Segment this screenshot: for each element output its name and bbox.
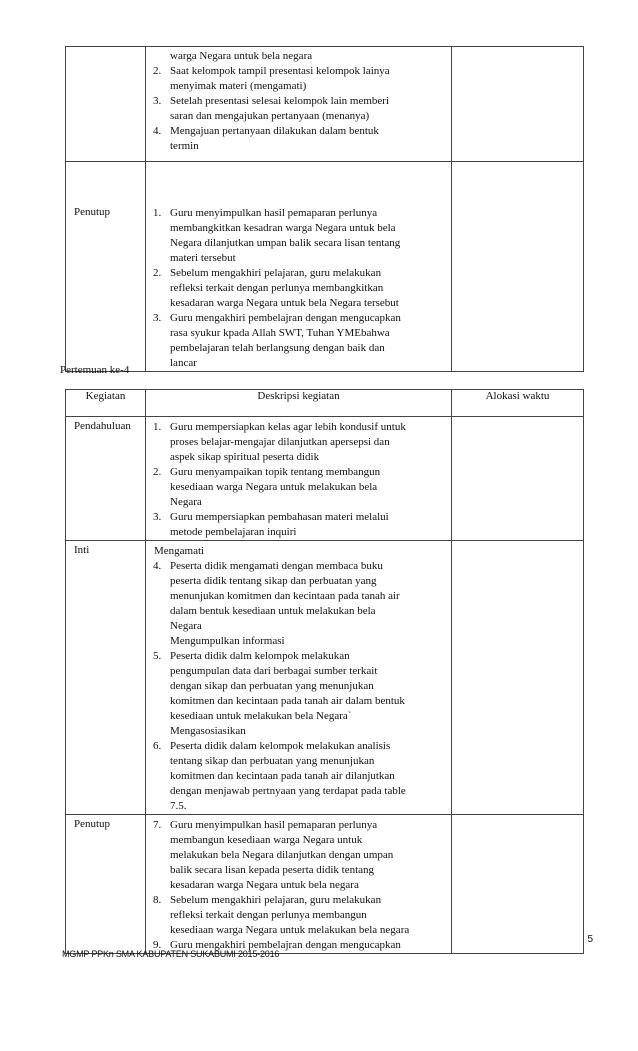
item-text-line: balik secara lisan kepada peserta didik tentang xyxy=(170,864,375,876)
phase-label: Inti xyxy=(66,541,146,815)
list-item xyxy=(146,266,451,311)
item-text-line: menyimak materi (mengamati) xyxy=(170,80,307,92)
item-number: 1. xyxy=(153,421,162,433)
item-number: 5. xyxy=(153,650,162,662)
list-item xyxy=(146,206,451,266)
subheading: Mengamati xyxy=(154,545,205,557)
list-item xyxy=(146,64,451,94)
time-cell xyxy=(452,815,584,954)
item-text-line: pembelajaran telah berlangsung dengan baik dan xyxy=(170,342,385,354)
table-row xyxy=(66,815,584,954)
item-text-line: Peserta didik dalam kelompok melakukan analisis xyxy=(170,740,391,752)
description-cell xyxy=(146,541,452,815)
item-number: 2. xyxy=(153,466,162,478)
table-row xyxy=(66,47,584,162)
step-list xyxy=(146,49,451,154)
item-number: 9. xyxy=(153,939,162,951)
item-text-line: membangun kesediaan warga Negara untuk xyxy=(170,834,363,846)
phase-label: Penutup xyxy=(66,162,146,372)
subheading: Mengumpulkan informasi xyxy=(170,635,285,647)
item-text-line: peserta didik tentang sikap dan perbuatan yang xyxy=(170,575,377,587)
item-text-line: refleksi terkait dengan perlunya membangun xyxy=(170,909,367,921)
list-item xyxy=(146,49,451,64)
time-cell xyxy=(452,47,584,162)
list-item xyxy=(146,124,451,154)
table-row xyxy=(66,541,584,815)
item-text-line: komitmen dan kecintaan pada tanah air dilanjutkan xyxy=(170,770,395,782)
phase-label: Pendahuluan xyxy=(66,417,146,541)
item-text-line: dalam bentuk kesediaan untuk melakukan bela xyxy=(170,605,376,617)
table-row xyxy=(66,417,584,541)
item-text-line: Guru menyimpulkan hasil pemaparan perlunya xyxy=(170,207,378,219)
item-number: 7. xyxy=(153,819,162,831)
item-text-line: Guru menyampaikan topik tentang membangun xyxy=(170,466,381,478)
description-cell xyxy=(146,815,452,954)
item-number: 3. xyxy=(153,511,162,523)
item-text-line: termin xyxy=(170,140,199,152)
item-text-line: Peserta didik dalm kelompok melakukan xyxy=(170,650,350,662)
item-text-line: warga Negara untuk bela negara xyxy=(170,50,313,62)
item-number: 6. xyxy=(153,740,162,752)
item-text-line: Guru mengakhiri pembelajran dengan mengucapkan xyxy=(170,312,401,324)
item-text-line: rasa syukur kpada Allah SWT, Tuhan YMEbahwa xyxy=(170,327,390,339)
item-number: 8. xyxy=(153,894,162,906)
item-text-line: melakukan bela Negara dilanjutkan dengan umpan xyxy=(170,849,394,861)
list-item xyxy=(146,559,451,634)
item-text-line: Guru menyimpulkan hasil pemaparan perlunya xyxy=(170,819,378,831)
item-number: 1. xyxy=(153,207,162,219)
lesson-table-meeting-4 xyxy=(65,389,584,954)
description-cell xyxy=(146,162,452,372)
header-alokasi: Alokasi waktu xyxy=(452,390,584,417)
step-list xyxy=(146,420,451,540)
item-text-line: Mengajuan pertanyaan dilakukan dalam bentuk xyxy=(170,125,379,137)
item-text-line: Sebelum mengakhiri pelajaran, guru melakukan xyxy=(170,894,382,906)
header-deskripsi: Deskripsi kegiatan xyxy=(146,390,452,417)
item-text-line: aspek sikap spiritual peserta didik xyxy=(170,451,320,463)
item-text-line: proses belajar-mengajar dilanjutkan apersepsi dan xyxy=(170,436,390,448)
item-text-line: Setelah presentasi selesai kelompok lain memberi xyxy=(170,95,390,107)
phase-label: Penutup xyxy=(66,815,146,954)
item-text-line: dengan sikap dan perbuatan yang menunjukan xyxy=(170,680,374,692)
item-number: 3. xyxy=(153,95,162,107)
item-text-line: Peserta didik mengamati dengan membaca buku xyxy=(170,560,383,572)
lesson-table-continued xyxy=(65,46,584,372)
step-list xyxy=(146,818,451,953)
item-text-line: 7.5. xyxy=(170,800,187,812)
item-number: 4. xyxy=(153,125,162,137)
item-text-line: metode pembelajaran inquiri xyxy=(170,526,297,538)
list-item xyxy=(146,94,451,124)
time-cell xyxy=(452,417,584,541)
item-text-line: Negara xyxy=(170,620,202,632)
list-item xyxy=(146,420,451,465)
item-text-line: Negara dilanjutkan umpan balik secara lisan tentang xyxy=(170,237,401,249)
item-text-line: refleksi terkait dengan perlunya membangkitkan xyxy=(170,282,384,294)
item-number: 4. xyxy=(153,560,162,572)
item-text-line: kesadaran warga Negara untuk bela negara xyxy=(170,879,359,891)
item-number: 2. xyxy=(153,65,162,77)
item-text-line: Guru mempersiapkan pembahasan materi melalui xyxy=(170,511,389,523)
step-list xyxy=(146,206,451,371)
description-cell xyxy=(146,417,452,541)
list-item xyxy=(146,649,451,724)
list-item xyxy=(146,739,451,814)
item-text-line: Guru mengakhiri pembelajran dengan mengucapkan xyxy=(170,939,401,951)
list-item xyxy=(146,465,451,510)
step-list xyxy=(146,649,451,724)
step-list xyxy=(146,739,451,814)
item-number: 2. xyxy=(153,267,162,279)
item-text-line: membangkitkan kesadran warga Negara untuk bela xyxy=(170,222,396,234)
subheading: Mengasosiasikan xyxy=(170,725,246,737)
list-item xyxy=(146,510,451,540)
meeting-label: Pertemuan ke-4 xyxy=(60,364,130,376)
item-text-line: kesadaran warga Negara untuk bela Negara tersebut xyxy=(170,297,399,309)
time-cell xyxy=(452,541,584,815)
item-text-line: materi tersebut xyxy=(170,252,236,264)
item-text-line: kesediaan warga Negara untuk melakukan bela negara xyxy=(170,924,410,936)
item-text-line: lancar xyxy=(170,357,197,369)
table-row xyxy=(66,162,584,372)
item-text-line: Sebelum mengakhiri pelajaran, guru melakukan xyxy=(170,267,382,279)
item-text-line: Saat kelompok tampil presentasi kelompok lainya xyxy=(170,65,390,77)
time-cell xyxy=(452,162,584,372)
description-cell xyxy=(146,47,452,162)
item-text-line: kesediaan untuk melakukan bela Negara` xyxy=(170,710,352,722)
page-number: 5 xyxy=(587,934,593,945)
item-text-line: menunjukan komitmen dan kecintaan pada tanah air xyxy=(170,590,400,602)
item-text-line: pengumpulan data dari berbagai sumber terkait xyxy=(170,665,378,677)
item-text-line: dengan menjawab pertnyaan yang terdapat pada table xyxy=(170,785,406,797)
header-kegiatan: Kegiatan xyxy=(66,390,146,417)
item-text-line: tentang sikap dan perbuatan yang menunjukan xyxy=(170,755,375,767)
list-item xyxy=(146,311,451,371)
item-text-line: komitmen dan kecintaan pada tanah air dalam bentuk xyxy=(170,695,405,707)
list-item xyxy=(146,818,451,893)
item-text-line: saran dan mengajukan pertanyaan (menanya) xyxy=(170,110,370,122)
list-item xyxy=(146,893,451,938)
item-text-line: kesediaan warga Negara untuk melakukan bela xyxy=(170,481,378,493)
item-text-line: Negara xyxy=(170,496,202,508)
step-list xyxy=(146,559,451,634)
table-header-row xyxy=(66,390,584,417)
footer-text: MGMP PPKn SMA KABUPATEN SUKABUMI 2015-2016 xyxy=(62,949,280,959)
item-number: 3. xyxy=(153,312,162,324)
item-text-line: Guru mempersiapkan kelas agar lebih kondusif untuk xyxy=(170,421,406,433)
phase-cell xyxy=(66,47,146,162)
